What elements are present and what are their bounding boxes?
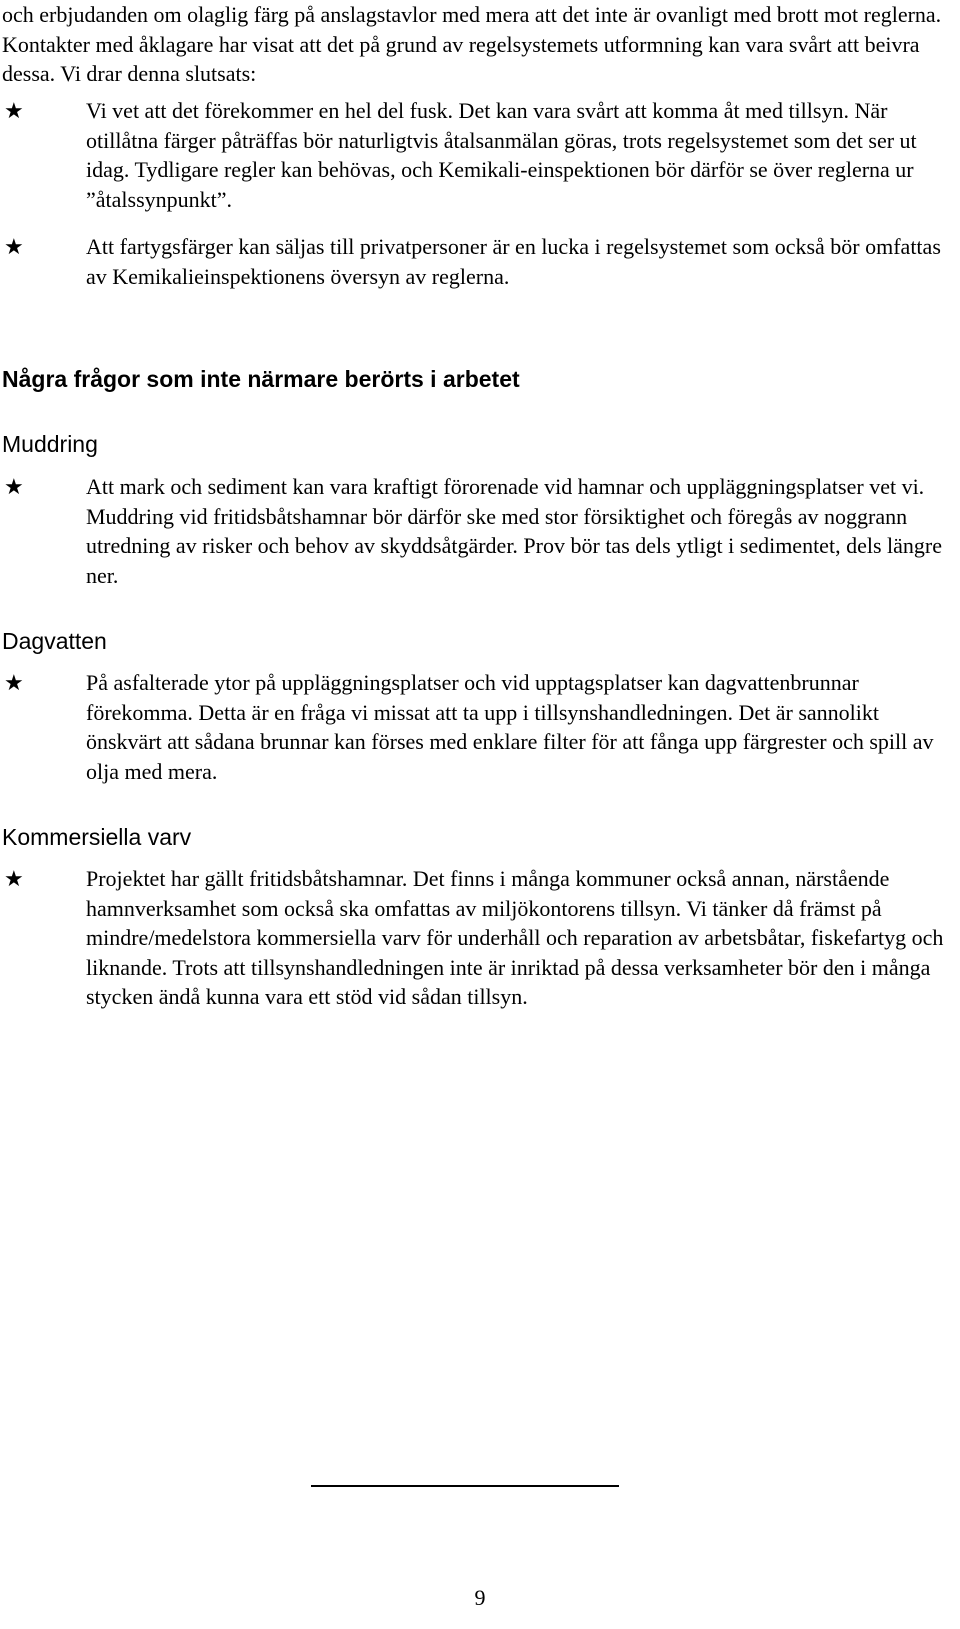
subsection-heading-muddring: Muddring	[2, 431, 98, 457]
conclusion-item-1	[0, 96, 960, 214]
star-bullet-icon: ★	[4, 670, 24, 695]
conclusion-item-2	[0, 232, 960, 292]
subsection-heading-kommersiella-varv: Kommersiella varv	[2, 824, 192, 850]
subsection-item-muddring	[0, 472, 960, 590]
conclusion-text-1: Vi vet att det förekommer en hel del fusk. Det kan vara svårt att komma åt med tillsyn. När otillåtna färger påträffas bör naturligtvis åtalsanmälan göras, trots regelsystemet som det ser ut idag. Tydligare regler kan behövas, och Kemikali-einspektionen bör därför se över reglerna ur ”åtalssynpunkt”.	[86, 98, 917, 212]
subsection-item-dagvatten	[0, 668, 960, 786]
star-bullet-icon: ★	[4, 474, 24, 499]
subsection-text-kommersiella-varv: Projektet har gällt fritidsbåtshamnar. Det finns i många kommuner också annan, närstående hamnverksamhet som också ska omfattas av miljökontorens tillsyn. Vi tänker då främst på mindre/medelstora kommersiella varv för underhåll och reparation av arbetsbåtar, fiskefartyg och liknande. Trots att tillsynshandledningen inte är inriktad på dessa verksamheter bör den i många stycken ändå kunna vara ett stöd vid sådan tillsyn.	[86, 866, 944, 1010]
subsection-text-muddring: Att mark och sediment kan vara kraftigt förorenade vid hamnar och uppläggningsplatser vet vi. Muddring vid fritidsbåtshamnar bör därför ske med stor försiktighet och föregås av noggrann utredning av risker och behov av skyddsåtgärder. Prov bör tas dels ytligt i sedimentet, dels längre ner.	[86, 474, 942, 588]
star-bullet-icon: ★	[4, 866, 24, 891]
subsection-text-dagvatten: På asfalterade ytor på uppläggningsplatser och vid upptagsplatser kan dagvattenbrunnar förekomma. Detta är en fråga vi missat att ta upp i tillsynshandledningen. Det är sannolikt önskvärt att sådana brunnar kan förses med enklare filter för att fånga upp färgrester och spill av olja med mera.	[86, 670, 934, 784]
section-heading: Några frågor som inte närmare berörts i arbetet	[2, 366, 520, 392]
conclusion-text-2: Att fartygsfärger kan säljas till privatpersoner är en lucka i regelsystemet som också bör omfattas av Kemikalieinspektionens översyn av reglerna.	[86, 234, 941, 289]
subsection-heading-dagvatten: Dagvatten	[2, 628, 107, 654]
page-number: 9	[474, 1585, 486, 1610]
intro-paragraph: och erbjudanden om olaglig färg på anslagstavlor med mera att det inte är ovanligt med brott mot reglerna. Kontakter med åklagare har visat att det på grund av regelsystemets utformning kan vara svårt att beivra dessa. Vi drar denna slutsats:	[2, 2, 942, 87]
section-end-rule	[311, 1485, 619, 1487]
star-bullet-icon: ★	[4, 98, 24, 123]
star-bullet-icon: ★	[4, 234, 24, 259]
subsection-item-kommersiella-varv	[0, 864, 960, 1044]
